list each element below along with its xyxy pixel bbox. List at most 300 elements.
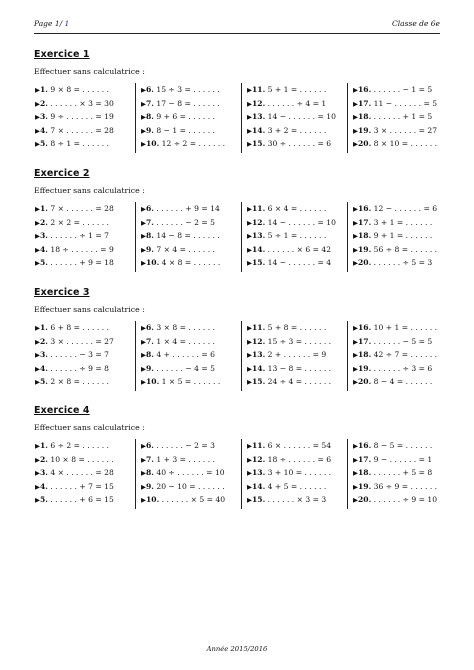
exercise-column (34, 321, 136, 391)
exercise-item (246, 110, 347, 124)
item-expression: 1 + 3 = . . . . . . (156, 454, 215, 464)
item-number: 8. (146, 231, 154, 241)
item-marker-icon: ▶ (35, 205, 40, 213)
item-number: 15. (252, 377, 266, 387)
exercise-item (352, 243, 453, 257)
item-marker-icon: ▶ (35, 337, 40, 346)
exercise-title: Exercice 2 (34, 168, 90, 179)
exercise-item (140, 335, 241, 349)
item-marker-icon: ▶ (35, 482, 40, 491)
item-number: 6. (146, 204, 154, 213)
exercise-column (352, 321, 453, 391)
item-number: 17. (358, 454, 372, 464)
item-number: 13. (252, 231, 266, 241)
exercise-item (34, 480, 135, 494)
item-marker-icon: ▶ (353, 126, 358, 135)
item-expression: 8 ÷ 1 = . . . . . . (50, 139, 109, 149)
item-marker-icon: ▶ (247, 126, 252, 135)
item-marker-icon: ▶ (141, 378, 146, 387)
item-expression: 6 ÷ 2 = . . . . . . (50, 441, 109, 450)
exercise-instruction: Effectuer sans calculatrice : (34, 186, 145, 195)
item-number: 3. (40, 468, 48, 478)
item-expression: 10 + 1 = . . . . . . (373, 323, 438, 332)
item-marker-icon: ▶ (353, 455, 358, 464)
item-marker-icon: ▶ (141, 218, 146, 227)
item-number: 2. (40, 336, 48, 346)
item-number: 5. (40, 258, 48, 268)
item-marker-icon: ▶ (35, 232, 40, 241)
item-marker-icon: ▶ (353, 113, 358, 122)
exercise-column (352, 202, 453, 272)
item-expression: 3 + 2 = . . . . . . (267, 125, 327, 135)
item-number: 19. (358, 125, 372, 135)
item-expression: 15 ÷ 3 = . . . . . . (267, 336, 332, 346)
item-expression: 2 × 8 = . . . . . . (50, 377, 109, 387)
item-expression: 4 + . . . . . . = 6 (156, 350, 215, 360)
item-marker-icon: ▶ (247, 337, 252, 346)
item-marker-icon: ▶ (353, 364, 358, 373)
item-number: 12. (252, 454, 266, 464)
item-number: 14. (252, 363, 266, 373)
item-marker-icon: ▶ (141, 364, 146, 373)
page-number (34, 19, 69, 28)
item-number: 5. (40, 495, 48, 505)
item-number: 8. (146, 350, 154, 360)
exercise-item (140, 256, 241, 270)
item-number: 9. (146, 244, 154, 254)
item-expression: 13 − 8 = . . . . . . (267, 363, 332, 373)
item-expression: 3 × 8 = . . . . . . (156, 323, 215, 332)
exercise-item (140, 216, 241, 230)
item-expression: 9 + 6 = . . . . . . (156, 112, 215, 122)
item-marker-icon: ▶ (353, 324, 358, 332)
item-expression: 8 − 5 = . . . . . . (373, 441, 433, 450)
header-rule (34, 33, 440, 34)
page-total-link[interactable]: 1 (64, 19, 70, 28)
exercise-item (246, 256, 347, 270)
exercise-item (246, 321, 347, 335)
item-number: 5. (40, 139, 48, 149)
exercise-item (246, 243, 347, 257)
exercise-item (246, 124, 347, 138)
item-marker-icon: ▶ (141, 496, 146, 505)
exercise-block (34, 168, 440, 268)
exercise-grid (34, 439, 440, 509)
item-number: 10. (146, 495, 160, 505)
item-number: 16. (358, 323, 372, 332)
exercise-item (140, 321, 241, 335)
item-marker-icon: ▶ (35, 351, 40, 360)
item-number: 7. (146, 454, 154, 464)
item-expression: 8 × 10 = . . . . . . (373, 139, 438, 149)
item-marker-icon: ▶ (141, 99, 146, 108)
exercise-item (140, 229, 241, 243)
exercise-item (140, 110, 241, 124)
exercise-column (352, 83, 453, 153)
exercise-item (246, 216, 347, 230)
item-expression: 10 × 8 = . . . . . . (50, 454, 114, 464)
exercise-item (246, 480, 347, 494)
exercise-item (140, 453, 241, 467)
item-expression: 2 + . . . . . . = 9 (267, 350, 327, 360)
item-expression: 7 × . . . . . . = 28 (50, 125, 114, 135)
item-marker-icon: ▶ (353, 496, 358, 505)
item-number: 4. (40, 363, 48, 373)
exercise-item (352, 321, 453, 335)
exercise-item (352, 229, 453, 243)
exercise-item (352, 375, 453, 389)
item-marker-icon: ▶ (247, 496, 252, 505)
exercise-item (34, 321, 135, 335)
item-marker-icon: ▶ (141, 442, 146, 450)
exercise-item (34, 493, 135, 507)
exercise-item (34, 466, 135, 480)
item-marker-icon: ▶ (247, 86, 252, 94)
item-number: 4. (40, 244, 48, 254)
item-number: 8. (146, 112, 154, 122)
item-marker-icon: ▶ (247, 324, 252, 332)
item-marker-icon: ▶ (141, 337, 146, 346)
item-marker-icon: ▶ (141, 113, 146, 122)
item-number: 7. (146, 217, 154, 227)
item-number: 20. (358, 495, 372, 505)
exercise-item (140, 439, 241, 453)
item-marker-icon: ▶ (35, 455, 40, 464)
item-number: 11. (252, 204, 266, 213)
item-expression: . . . . . . + 1 = 5 (373, 112, 433, 122)
exercise-column (246, 83, 348, 153)
item-marker-icon: ▶ (141, 126, 146, 135)
item-number: 17. (358, 217, 372, 227)
exercise-block (34, 49, 440, 149)
item-expression: 8 − 1 = . . . . . . (156, 125, 215, 135)
item-marker-icon: ▶ (247, 140, 252, 149)
item-number: 11. (252, 85, 266, 94)
item-marker-icon: ▶ (353, 469, 358, 478)
item-marker-icon: ▶ (353, 259, 358, 268)
item-marker-icon: ▶ (247, 378, 252, 387)
exercise-item (140, 493, 241, 507)
exercise-item (140, 124, 241, 138)
exercise-item (246, 362, 347, 376)
item-number: 9. (146, 481, 154, 491)
exercise-item (246, 453, 347, 467)
item-expression: 11 − . . . . . . = 5 (373, 98, 438, 108)
item-number: 20. (358, 258, 372, 268)
item-marker-icon: ▶ (35, 113, 40, 122)
exercise-item (246, 202, 347, 216)
exercise-column (246, 202, 348, 272)
exercise-item (34, 362, 135, 376)
item-expression: 14 − . . . . . . = 10 (267, 217, 336, 227)
item-number: 9. (146, 363, 154, 373)
item-marker-icon: ▶ (35, 469, 40, 478)
exercise-item (140, 243, 241, 257)
item-expression: . . . . . . ÷ 3 = 6 (373, 363, 433, 373)
exercise-item (34, 83, 135, 97)
item-number: 15. (252, 495, 266, 505)
item-number: 15. (252, 139, 266, 149)
item-number: 10. (146, 139, 160, 149)
item-marker-icon: ▶ (247, 351, 252, 360)
item-number: 7. (146, 98, 154, 108)
item-expression: 5 + 1 = . . . . . . (267, 85, 327, 94)
item-expression: . . . . . . + 9 = 14 (156, 204, 220, 213)
item-number: 1. (40, 204, 48, 213)
exercise-item (140, 375, 241, 389)
exercise-item (246, 439, 347, 453)
exercise-item (246, 83, 347, 97)
exercise-item (352, 453, 453, 467)
exercise-item (246, 97, 347, 111)
item-number: 2. (40, 217, 48, 227)
item-expression: . . . . . . − 2 = 3 (156, 441, 215, 450)
exercise-item (246, 493, 347, 507)
item-expression: . . . . . . + 6 = 15 (50, 495, 114, 505)
item-expression: . . . . . . − 2 = 5 (156, 217, 215, 227)
item-marker-icon: ▶ (141, 469, 146, 478)
item-expression: . . . . . . × 6 = 42 (267, 244, 332, 254)
item-expression: . . . . . . + 9 = 18 (50, 258, 114, 268)
item-expression: . . . . . . ÷ 1 = 7 (50, 231, 109, 241)
exercise-item (352, 466, 453, 480)
item-marker-icon: ▶ (247, 442, 252, 450)
item-expression: 14 − . . . . . . = 4 (267, 258, 332, 268)
item-number: 14. (252, 481, 266, 491)
exercise-instruction: Effectuer sans calculatrice : (34, 305, 145, 314)
item-marker-icon: ▶ (353, 205, 358, 213)
exercise-item (140, 137, 241, 151)
item-number: 9. (146, 125, 154, 135)
exercise-grid (34, 83, 440, 153)
item-number: 18. (358, 468, 372, 478)
item-expression: . . . . . . × 5 = 40 (161, 495, 226, 505)
item-number: 20. (358, 139, 372, 149)
item-number: 19. (358, 244, 372, 254)
exercise-block (34, 405, 440, 505)
item-expression: 36 ÷ 9 = . . . . . . (373, 481, 438, 491)
item-expression: . . . . . . − 5 = 5 (373, 336, 433, 346)
page-separator: / (59, 19, 65, 28)
exercise-item (352, 335, 453, 349)
item-number: 6. (146, 323, 154, 332)
exercise-item (34, 229, 135, 243)
item-marker-icon: ▶ (141, 259, 146, 268)
exercise-column (246, 321, 348, 391)
exercise-item (140, 466, 241, 480)
item-marker-icon: ▶ (35, 259, 40, 268)
item-expression: 40 ÷ . . . . . . = 10 (156, 468, 225, 478)
item-expression: 14 − 8 = . . . . . . (156, 231, 220, 241)
exercise-instruction: Effectuer sans calculatrice : (34, 67, 145, 76)
item-marker-icon: ▶ (35, 324, 40, 332)
item-expression: 7 × 4 = . . . . . . (156, 244, 215, 254)
exercise-title: Exercice 1 (34, 49, 90, 60)
item-number: 7. (146, 336, 154, 346)
item-marker-icon: ▶ (353, 378, 358, 387)
item-number: 12. (252, 98, 266, 108)
item-number: 12. (252, 217, 266, 227)
item-expression: 1 × 5 = . . . . . . (161, 377, 221, 387)
item-expression: 6 × 4 = . . . . . . (267, 204, 327, 213)
exercise-item (352, 439, 453, 453)
item-number: 10. (146, 258, 160, 268)
exercise-item (34, 97, 135, 111)
exercise-item (352, 202, 453, 216)
item-marker-icon: ▶ (353, 140, 358, 149)
item-expression: 42 ÷ 7 = . . . . . . (373, 350, 438, 360)
exercise-item (34, 202, 135, 216)
exercise-item (246, 229, 347, 243)
item-marker-icon: ▶ (353, 482, 358, 491)
item-number: 18. (358, 112, 372, 122)
item-marker-icon: ▶ (141, 205, 146, 213)
exercise-title: Exercice 3 (34, 287, 90, 298)
exercise-item (140, 348, 241, 362)
item-expression: 3 × . . . . . . = 27 (50, 336, 114, 346)
item-marker-icon: ▶ (141, 351, 146, 360)
item-expression: . . . . . . ÷ 5 = 3 (373, 258, 433, 268)
item-expression: 20 − 10 = . . . . . . (156, 481, 225, 491)
item-marker-icon: ▶ (353, 86, 358, 94)
exercise-grid (34, 202, 440, 272)
page-footer: Année 2015/2016 (206, 645, 268, 653)
exercise-item (246, 137, 347, 151)
item-expression: 12 − . . . . . . = 6 (373, 204, 438, 213)
item-expression: 8 − 4 = . . . . . . (373, 377, 433, 387)
item-marker-icon: ▶ (247, 205, 252, 213)
exercise-column (246, 439, 348, 509)
item-number: 1. (40, 323, 48, 332)
item-marker-icon: ▶ (35, 99, 40, 108)
item-expression: 9 + 1 = . . . . . . (373, 231, 433, 241)
item-expression: 24 ÷ 4 = . . . . . . (267, 377, 332, 387)
page-prefix: Page (34, 19, 55, 28)
item-expression: 4 + 5 = . . . . . . (267, 481, 327, 491)
exercise-item (34, 375, 135, 389)
item-marker-icon: ▶ (35, 140, 40, 149)
item-marker-icon: ▶ (141, 482, 146, 491)
item-number: 16. (358, 204, 372, 213)
item-expression: 1 × 4 = . . . . . . (156, 336, 215, 346)
item-expression: 5 + 8 = . . . . . . (267, 323, 327, 332)
item-marker-icon: ▶ (247, 113, 252, 122)
exercise-column (34, 83, 136, 153)
item-number: 6. (146, 85, 154, 94)
exercise-item (140, 362, 241, 376)
item-expression: 9 − . . . . . . = 1 (373, 454, 433, 464)
item-expression: 9 × 8 = . . . . . . (50, 85, 109, 94)
item-number: 19. (358, 363, 372, 373)
item-expression: 4 × . . . . . . = 28 (50, 468, 114, 478)
item-marker-icon: ▶ (35, 364, 40, 373)
item-number: 18. (358, 231, 372, 241)
item-expression: 4 × 8 = . . . . . . (161, 258, 221, 268)
item-number: 17. (358, 98, 372, 108)
item-marker-icon: ▶ (353, 351, 358, 360)
item-marker-icon: ▶ (247, 218, 252, 227)
item-number: 5. (40, 377, 48, 387)
item-marker-icon: ▶ (247, 364, 252, 373)
item-number: 1. (40, 85, 48, 94)
exercise-column (140, 202, 242, 272)
exercise-item (34, 453, 135, 467)
exercise-item (246, 466, 347, 480)
item-expression: 30 ÷ . . . . . . = 6 (267, 139, 332, 149)
item-number: 2. (40, 98, 48, 108)
item-marker-icon: ▶ (141, 232, 146, 241)
item-expression: 18 ÷ . . . . . . = 6 (267, 454, 332, 464)
item-expression: . . . . . . × 3 = 30 (50, 98, 114, 108)
item-expression: 15 ÷ 3 = . . . . . . (156, 85, 220, 94)
exercise-item (140, 480, 241, 494)
item-marker-icon: ▶ (35, 86, 40, 94)
exercise-column (352, 439, 453, 509)
item-expression: 9 ÷ . . . . . . = 19 (50, 112, 114, 122)
item-marker-icon: ▶ (247, 232, 252, 241)
exercise-column (34, 439, 136, 509)
item-number: 6. (146, 441, 154, 450)
exercise-item (352, 256, 453, 270)
item-marker-icon: ▶ (353, 245, 358, 254)
item-expression: . . . . . . ÷ 9 = 10 (373, 495, 438, 505)
item-expression: . . . . . . ÷ 4 = 1 (267, 98, 327, 108)
item-expression: 12 ÷ 2 = . . . . . . (161, 139, 226, 149)
item-expression: . . . . . . + 7 = 15 (50, 481, 114, 491)
page-header (34, 17, 440, 31)
exercise-item (352, 216, 453, 230)
exercise-item (34, 243, 135, 257)
item-expression: 5 ÷ 1 = . . . . . . (267, 231, 327, 241)
item-expression: . . . . . . ÷ 9 = 8 (50, 363, 109, 373)
exercise-item (34, 439, 135, 453)
item-number: 16. (358, 85, 372, 94)
item-expression: 17 − 8 = . . . . . . (156, 98, 220, 108)
item-number: 1. (40, 441, 48, 450)
item-marker-icon: ▶ (35, 245, 40, 254)
item-marker-icon: ▶ (353, 99, 358, 108)
exercise-grid (34, 321, 440, 391)
item-marker-icon: ▶ (141, 324, 146, 332)
item-expression: . . . . . . × 3 = 3 (267, 495, 327, 505)
exercise-item (140, 83, 241, 97)
item-expression: 7 × . . . . . . = 28 (50, 204, 114, 213)
exercise-item (352, 110, 453, 124)
exercise-item (246, 335, 347, 349)
exercise-item (352, 493, 453, 507)
item-number: 13. (252, 468, 266, 478)
exercise-item (34, 124, 135, 138)
exercise-item (352, 348, 453, 362)
exercise-column (140, 321, 242, 391)
item-marker-icon: ▶ (247, 259, 252, 268)
item-marker-icon: ▶ (35, 496, 40, 505)
item-number: 11. (252, 323, 266, 332)
item-number: 14. (252, 125, 266, 135)
class-label: Classe de 6e (392, 19, 440, 28)
item-expression: 3 × . . . . . . = 27 (373, 125, 438, 135)
item-marker-icon: ▶ (141, 86, 146, 94)
exercise-item (140, 202, 241, 216)
exercise-item (352, 97, 453, 111)
item-number: 3. (40, 112, 48, 122)
item-expression: . . . . . . − 1 = 5 (373, 85, 433, 94)
item-expression: 3 + 10 = . . . . . . (267, 468, 332, 478)
exercise-title: Exercice 4 (34, 405, 90, 416)
item-marker-icon: ▶ (247, 482, 252, 491)
item-number: 16. (358, 441, 372, 450)
item-number: 11. (252, 441, 266, 450)
